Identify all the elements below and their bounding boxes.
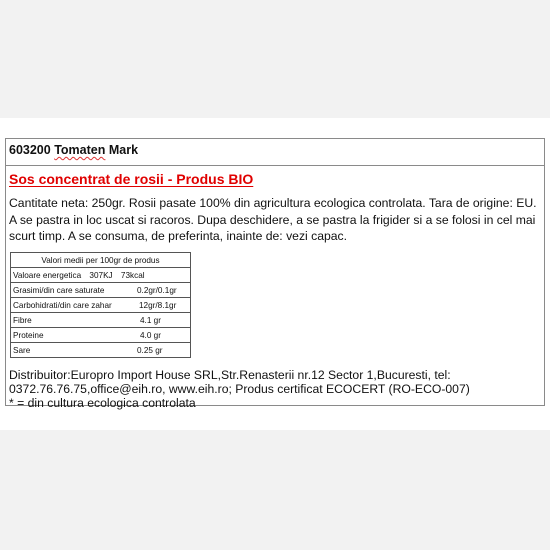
nutrition-cell [11, 283, 191, 298]
footnote: * = din cultura ecologica controlata [9, 396, 196, 410]
nutrition-row [11, 298, 191, 313]
product-code-title [9, 143, 138, 157]
nutrition-header-row [11, 253, 191, 268]
nutrition-cell [11, 328, 191, 343]
nutrient-value: 0.25 gr [137, 345, 163, 355]
nutrient-label: Carbohidrati/din care zahar [13, 300, 112, 310]
nutrient-label: Grasimi/din care saturate [13, 285, 105, 295]
nutrition-cell [11, 343, 191, 358]
product-headline: Sos concentrat de rosii - Produs BIO [9, 171, 254, 187]
nutrient-label: Proteine [13, 330, 44, 340]
nutrient-value: 4.0 gr [140, 330, 161, 340]
product-name-suffix: Mark [108, 143, 139, 157]
title-divider [6, 165, 544, 166]
distributor-info: Distribuitor:Europro Import House SRL,Str.Renasterii nr.12 Sector 1,Bucuresti, tel: 0372.76.76.75,office@eih.ro, www.eih.ro; Produs certificat ECOCERT (RO-ECO-007) [9, 368, 470, 396]
nutrient-value: 4.1 gr [140, 315, 161, 325]
product-label-box [5, 138, 545, 410]
nutrition-row [11, 283, 191, 298]
nutrition-table [10, 252, 191, 358]
nutrient-label: Sare [13, 345, 31, 355]
nutrition-header: Valori medii per 100gr de produs [11, 253, 191, 268]
label-sheet [0, 118, 550, 430]
product-description: Cantitate neta: 250gr. Rosii pasate 100% din agricultura ecologica controlata. Tara de origine: EU. A se pastra in loc uscat si racoros. Dupa deschidere, a se pastra la frigider si a se folosi in cel mai scurt timp. A se consuma, de preferinta, inainte de: vezi capac. [9, 196, 537, 243]
nutrition-row [11, 328, 191, 343]
nutrient-label: Fibre [13, 315, 32, 325]
nutrient-value: 0.2gr/0.1gr [137, 285, 177, 295]
energy-label: Valoare energetica [13, 270, 82, 280]
nutrition-cell [11, 298, 191, 313]
nutrition-energy-cell [11, 268, 191, 283]
nutrition-row [11, 343, 191, 358]
product-code: 603200 [9, 143, 51, 157]
energy-kj: 307KJ [89, 270, 113, 280]
energy-kcal: 73kcal [120, 270, 145, 280]
nutrition-cell [11, 313, 191, 328]
nutrient-value: 12gr/8.1gr [139, 300, 177, 310]
product-name: Tomaten [54, 143, 106, 157]
nutrition-row [11, 313, 191, 328]
nutrition-row-energy [11, 268, 191, 283]
